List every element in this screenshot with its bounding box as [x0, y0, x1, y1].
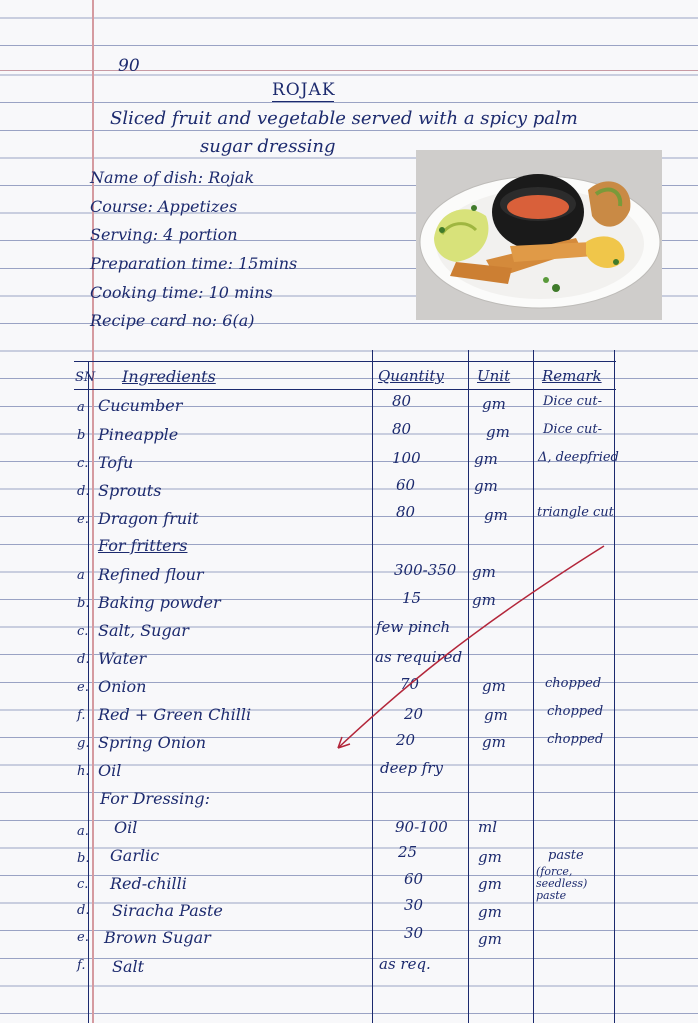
row-number: e. [77, 930, 89, 945]
ingredient-remark: Δ, deepfried [538, 450, 619, 465]
header-ingredients: Ingredients [122, 367, 216, 386]
ingredient-name: Spring Onion [98, 733, 207, 752]
row-number: a. [77, 824, 89, 839]
page-number: 90 [118, 56, 140, 76]
ingredient-quantity: 25 [398, 843, 418, 861]
ingredient-quantity: 90-100 [395, 818, 448, 836]
ingredient-name: Baking powder [98, 593, 221, 612]
ingredient-quantity: as req. [379, 955, 431, 973]
ingredient-name: Water [98, 649, 147, 668]
ingredient-unit: gm [486, 423, 510, 441]
row-number: b [77, 428, 86, 443]
ingredient-unit: gm [482, 395, 506, 413]
header-sn: SN [75, 370, 96, 385]
ingredient-remark: chopped [547, 732, 604, 747]
ingredient-quantity: 300-350 [394, 561, 457, 579]
ingredient-unit: ml [478, 818, 498, 836]
ingredient-quantity: 80 [392, 392, 412, 410]
ingredient-name: Brown Sugar [104, 928, 211, 947]
ingredient-remark: Dice cut- [543, 394, 602, 409]
row-number: e. [77, 680, 89, 695]
ingredient-name: Red-chilli [110, 874, 187, 893]
section-heading: For Dressing: [100, 789, 211, 808]
recipe-title: ROJAK [272, 80, 336, 100]
ingredient-name: Salt, Sugar [98, 621, 189, 640]
ingredient-remark: chopped [545, 676, 602, 691]
row-number: f. [77, 958, 86, 973]
ingredient-quantity: few pinch [376, 618, 451, 636]
ingredient-quantity: 60 [404, 870, 424, 888]
ingredient-remark: (force, seedless) paste [536, 865, 588, 902]
ingredient-name: Tofu [98, 453, 134, 472]
ingredient-name: Pineapple [98, 425, 179, 444]
row-number: b. [77, 851, 90, 866]
ingredient-name: Siracha Paste [112, 901, 223, 920]
ingredient-unit: gm [478, 903, 502, 921]
info-cooking-time: Cooking time: 10 mins [90, 283, 273, 302]
ingredient-unit: gm [482, 733, 506, 751]
ingredient-unit: gm [478, 930, 502, 948]
ingredient-name: Red + Green Chilli [98, 705, 252, 724]
info-recipe-card-no: Recipe card no: 6(a) [90, 311, 255, 330]
info-course: Course: Appetizes [90, 197, 238, 216]
ingredient-remark: triangle cut [537, 505, 614, 520]
ingredient-unit: gm [484, 506, 508, 524]
row-number: d. [77, 484, 90, 499]
section-heading: For fritters [98, 536, 188, 555]
row-number: c. [77, 877, 89, 892]
ingredient-name: Oil [98, 761, 122, 780]
ingredient-name: Refined flour [98, 565, 204, 584]
ingredient-unit: gm [472, 563, 496, 581]
row-number: d. [77, 903, 90, 918]
ingredient-remark: paste [548, 848, 584, 863]
ingredient-name: Dragon fruit [98, 509, 199, 528]
info-dish-name: Name of dish: Rojak [90, 168, 255, 187]
ingredient-name: Oil [114, 818, 138, 837]
ingredient-unit: gm [474, 450, 498, 468]
ingredient-quantity: 30 [404, 896, 424, 914]
header-remark: Remark [542, 367, 602, 385]
ingredient-name: Sprouts [98, 481, 162, 500]
ingredient-quantity: 20 [404, 705, 424, 723]
ingredient-remark: Dice cut- [543, 422, 602, 437]
ingredient-name: Onion [98, 677, 147, 696]
ingredient-unit: gm [484, 706, 508, 724]
header-unit: Unit [477, 367, 511, 385]
ingredient-quantity: deep fry [380, 759, 443, 777]
row-number: g. [77, 736, 90, 751]
row-number: d. [77, 652, 90, 667]
ingredient-quantity: 30 [404, 924, 424, 942]
ingredient-quantity: 20 [396, 731, 416, 749]
ingredient-name: Garlic [110, 846, 160, 865]
row-number: a [77, 568, 85, 583]
row-number: f. [77, 708, 86, 723]
recipe-subtitle-line2: sugar dressing [200, 136, 336, 157]
ingredient-quantity: 60 [396, 476, 416, 494]
ingredient-name: Cucumber [98, 396, 183, 415]
row-number: c. [77, 456, 89, 471]
ingredient-quantity: 70 [400, 675, 420, 693]
ingredient-unit: gm [472, 591, 496, 609]
ingredient-quantity: 15 [402, 589, 422, 607]
ingredient-remark: chopped [547, 704, 604, 719]
info-preparation-time: Preparation time: 15mins [90, 254, 298, 273]
ingredient-quantity: as required [375, 648, 463, 666]
row-number: c. [77, 624, 89, 639]
row-number: e. [77, 512, 89, 527]
ingredient-unit: gm [482, 677, 506, 695]
row-number: h. [77, 764, 90, 779]
recipe-subtitle-line1: Sliced fruit and vegetable served with a spicy palm [110, 108, 578, 129]
ingredient-quantity: 100 [392, 449, 421, 467]
ingredient-quantity: 80 [396, 503, 416, 521]
header-quantity: Quantity [378, 367, 444, 385]
ingredient-quantity: 80 [392, 420, 412, 438]
ingredient-unit: gm [478, 875, 502, 893]
ingredient-name: Salt [112, 957, 145, 976]
ingredient-unit: gm [474, 477, 498, 495]
ingredient-unit: gm [478, 848, 502, 866]
row-number: b. [77, 596, 90, 611]
row-number: a [77, 400, 85, 415]
info-serving: Serving: 4 portion [90, 225, 238, 244]
